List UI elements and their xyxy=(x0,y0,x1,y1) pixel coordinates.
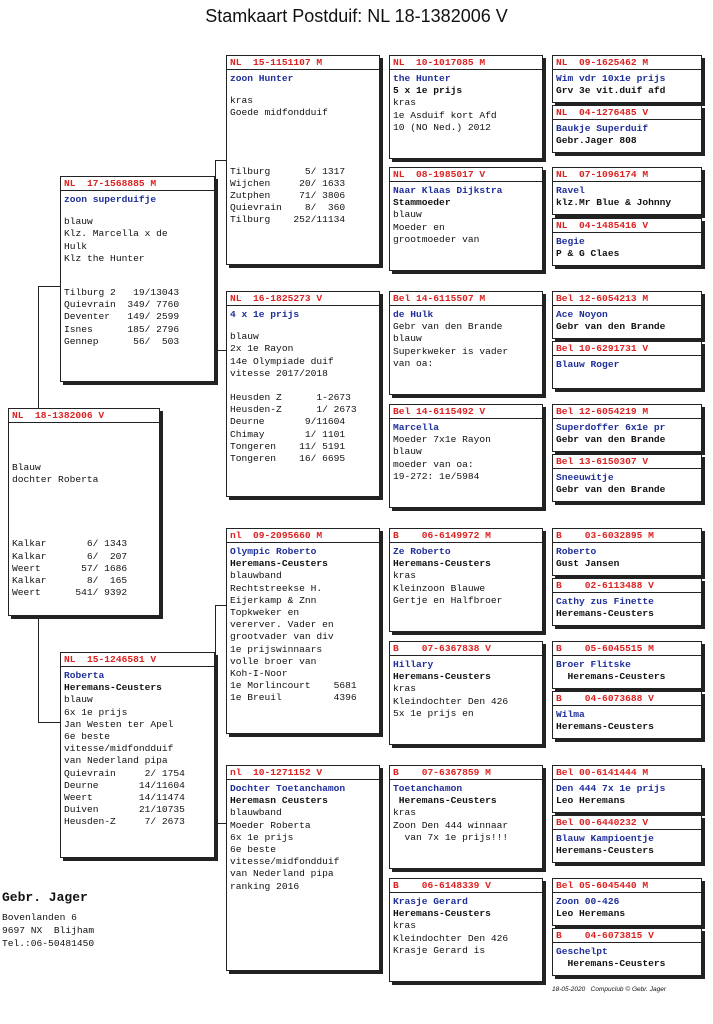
info-line: 6x 1e prijs xyxy=(64,706,128,718)
breeder: Leo Heremans xyxy=(556,795,626,807)
connector-g3-8 xyxy=(545,895,546,945)
result-line: Chimay 1/ 1101 xyxy=(230,428,346,440)
pigeon-name: Wim vdr 10x1e prijs xyxy=(556,73,666,84)
gen4-card[interactable] xyxy=(552,341,702,389)
ring-number: B 06-6149972 M xyxy=(390,529,542,543)
info-line: kras xyxy=(393,807,417,819)
result-line: Heusden-Z 7/ 2673 xyxy=(64,816,185,828)
pigeon-name: Roberta xyxy=(64,670,105,681)
breeder: Heremans-Ceusters xyxy=(393,671,491,683)
result-line: Deurne 14/11604 xyxy=(64,779,185,791)
pigeon-name: Hillary xyxy=(393,659,434,670)
connector-g3-3 xyxy=(545,310,546,364)
info-line: ranking 2016 xyxy=(230,880,300,892)
connector-f xyxy=(38,286,60,287)
info-line: 14e Olympiade duif xyxy=(230,355,334,367)
result-line: Quievrain 349/ 7760 xyxy=(64,299,180,311)
breeder: Heremans-Ceusters xyxy=(556,845,654,857)
gen3-card[interactable] xyxy=(389,404,543,508)
info-line: 2x 1e Rayon xyxy=(230,343,294,355)
info-line: 10 (NO Ned.) 2012 xyxy=(393,121,491,133)
connector-mm xyxy=(215,823,226,824)
breeder: Heremans-Ceusters xyxy=(556,958,666,970)
ring-number: Bel 10-6291731 V xyxy=(553,342,701,356)
gen3-card[interactable] xyxy=(389,641,543,745)
info-line: kras xyxy=(393,920,417,932)
info-line: vitesse/midfondduif xyxy=(230,856,340,868)
breeder: Gebr van den Brande xyxy=(556,434,666,446)
gen4-card[interactable] xyxy=(552,815,702,863)
result-line: Heusden-Z 1/ 2673 xyxy=(230,404,357,416)
pigeon-name: Sneeuwitje xyxy=(556,472,614,483)
pigeon-name: Naar Klaas Dijkstra xyxy=(393,185,503,196)
fm-card[interactable] xyxy=(226,291,380,497)
pigeon-name: Krasje Gerard xyxy=(393,896,468,907)
connector-fm xyxy=(215,350,226,351)
ring-number: B 07-6367859 M xyxy=(390,766,542,780)
breeder: Heremans-Ceusters xyxy=(556,608,654,620)
info-line: kras xyxy=(393,683,417,695)
result-line: Isnes 185/ 2796 xyxy=(64,323,180,335)
info-line: Gertje en Halfbroer xyxy=(393,594,503,606)
connector-g3-4 xyxy=(545,420,546,474)
pigeon-name: Dochter Toetanchamon xyxy=(230,783,346,794)
ring-number: Bel 12-6054213 M xyxy=(553,292,701,306)
ring-number: Bel 14-6115492 V xyxy=(390,405,542,419)
info-line: blauwband xyxy=(230,807,282,819)
pigeon-name: Ravel xyxy=(556,185,585,196)
result-line: Kalkar 6/ 207 xyxy=(12,550,128,562)
pigeon-name: Geschelpt xyxy=(556,946,608,957)
gen4-card[interactable] xyxy=(552,578,702,626)
gen4-card[interactable] xyxy=(552,878,702,926)
connector-subject-v2 xyxy=(38,610,39,722)
breeder: Gust Jansen xyxy=(556,558,620,570)
gen4-card[interactable] xyxy=(552,928,702,976)
breeder: Heremans-Ceusters xyxy=(393,795,497,807)
info-line: blauw xyxy=(393,333,422,345)
info-line: moeder van oa: xyxy=(393,458,474,470)
connector-g3-7 xyxy=(545,782,546,832)
ring-number: Bel 13-6150307 V xyxy=(553,455,701,469)
info-line: van Nederland pipa xyxy=(64,755,168,767)
info-line: 5x 1e prijs en xyxy=(393,707,474,719)
mother-card[interactable] xyxy=(60,652,215,858)
ring-number: NL 08-1985017 V xyxy=(390,168,542,182)
info-line: Rechtstreekse H. xyxy=(230,582,323,594)
info-line: grootvader van div xyxy=(230,631,334,643)
result-line: Tilburg 252/11134 xyxy=(230,214,346,226)
connector-g3-6 xyxy=(545,658,546,708)
breeder: Heremans-Ceusters xyxy=(64,682,162,694)
breeder: Leo Heremans xyxy=(556,908,626,920)
ring-number: NL 15-1151107 M xyxy=(227,56,379,70)
info-line: Moeder 7x1e Rayon xyxy=(393,434,491,446)
info-line: vitesse 2017/2018 xyxy=(230,367,328,379)
info-line: 6x 1e prijs xyxy=(230,831,294,843)
mm-card[interactable] xyxy=(226,765,380,971)
info-line: kras xyxy=(230,95,254,107)
info-line: Hulk xyxy=(64,240,88,252)
info-line: Klz. Marcella x de xyxy=(64,228,168,240)
connector-mother-v xyxy=(215,605,216,823)
ring-number: NL 07-1096174 M xyxy=(553,168,701,182)
connector-ff xyxy=(215,160,226,161)
description: dochter Roberta xyxy=(12,474,99,486)
breeder: Heremasn Ceusters xyxy=(230,795,328,807)
info-line: vitesse/midfondduif xyxy=(64,743,174,755)
ring-number: NL 15-1246581 V xyxy=(61,653,214,667)
gen4-card[interactable] xyxy=(552,167,702,215)
info-line: Klz the Hunter xyxy=(64,252,145,264)
pigeon-name: 4 x 1e prijs xyxy=(230,309,300,320)
pigeon-name: Ace Noyon xyxy=(556,309,608,320)
connector-father-v xyxy=(215,160,216,350)
ring-number: B 03-6032895 M xyxy=(553,529,701,543)
breeder: 5 x 1e prijs xyxy=(393,85,463,97)
result-line: Duiven 21/10735 xyxy=(64,804,185,816)
pigeon-name: zoon superduifje xyxy=(64,194,157,205)
pigeon-name: Ze Roberto xyxy=(393,546,451,557)
breeder: Heremans-Ceusters xyxy=(556,721,654,733)
info-line: van oa: xyxy=(393,357,434,369)
ring-number: Bel 12-6054219 M xyxy=(553,405,701,419)
pigeon-name: the Hunter xyxy=(393,73,451,84)
pigeon-name: Roberto xyxy=(556,546,597,557)
pigeon-name: Zoon 00-426 xyxy=(556,896,620,907)
info-line: Kleindochter Den 426 xyxy=(393,932,509,944)
ff-card[interactable] xyxy=(226,55,380,265)
ring-number: NL 10-1017085 M xyxy=(390,56,542,70)
connector-g2-1 xyxy=(380,100,381,210)
gen4-card[interactable] xyxy=(552,105,702,153)
result-line: Deventer 149/ 2599 xyxy=(64,311,180,323)
gen3-card[interactable] xyxy=(389,55,543,159)
gen4-card[interactable] xyxy=(552,765,702,813)
subject-card[interactable] xyxy=(8,408,160,616)
breeder: P & G Claes xyxy=(556,248,620,260)
pigeon-name: Den 444 7x 1e prijs xyxy=(556,783,666,794)
color: Blauw xyxy=(12,462,41,473)
ring-number: B 07-6367838 V xyxy=(390,642,542,656)
info-line: Moeder en xyxy=(393,221,445,233)
info-line: blauwband xyxy=(230,570,282,582)
result-line: Tilburg 5/ 1317 xyxy=(230,165,346,177)
footer: 18-05-2020 Compuclub © Gebr. Jager xyxy=(552,986,667,993)
ring-number: NL 16-1825273 V xyxy=(227,292,379,306)
info-line: Jan Westen ter Apel xyxy=(64,718,174,730)
owner-name: Gebr. Jager xyxy=(2,890,88,905)
breeder: Stammoeder xyxy=(393,197,451,209)
info-line: Kleindochter Den 426 xyxy=(393,695,509,707)
connector-g2-3 xyxy=(380,566,381,686)
info-line: Goede midfondduif xyxy=(230,107,328,119)
mf-card[interactable] xyxy=(226,528,380,734)
gen4-card[interactable] xyxy=(552,641,702,689)
gen4-card[interactable] xyxy=(552,528,702,576)
info-line: 1e prijswinnaars xyxy=(230,643,323,655)
result-line: Kalkar 6/ 1343 xyxy=(12,538,128,550)
result-line: Gennep 56/ 503 xyxy=(64,335,180,347)
ring-number: Bel 00-6440232 V xyxy=(553,816,701,830)
breeder: Heremans-Ceusters xyxy=(556,671,666,683)
connector-m xyxy=(38,722,60,723)
pigeon-name: Wilma xyxy=(556,709,585,720)
ring-number: NL 17-1568885 M xyxy=(61,177,214,191)
gen3-card[interactable] xyxy=(389,878,543,982)
info-line: blauw xyxy=(64,694,93,706)
info-line: blauw xyxy=(64,216,93,228)
pigeon-name: Toetanchamon xyxy=(393,783,463,794)
info-line: 6e beste xyxy=(64,731,111,743)
connector-g3-5 xyxy=(545,545,546,595)
info-line: Topkweker en xyxy=(230,607,300,619)
connector-g3-2 xyxy=(545,187,546,239)
ring-number: Bel 05-6045440 M xyxy=(553,879,701,893)
result-line: Tongeren 16/ 6695 xyxy=(230,453,346,465)
connector-mf xyxy=(215,605,226,606)
gen4-card[interactable] xyxy=(552,454,702,502)
ring-number: NL 04-1276485 V xyxy=(553,106,701,120)
pigeon-name: Baukje Superduif xyxy=(556,123,649,134)
pigeon-name: Olympic Roberto xyxy=(230,546,317,557)
owner-city: 9697 NX Blijham xyxy=(2,925,95,936)
result-line: Weert 541/ 9392 xyxy=(12,587,128,599)
pigeon-name: de Hulk xyxy=(393,309,434,320)
connector-subject-v xyxy=(38,286,39,410)
pigeon-name: Blauw Roger xyxy=(556,359,620,370)
info-line: Moeder Roberta xyxy=(230,819,311,831)
pigeon-name: Blauw Kampioentje xyxy=(556,833,654,844)
breeder: Grv 3e vit.duif afd xyxy=(556,85,666,97)
gen4-card[interactable] xyxy=(552,291,702,339)
ring-number: B 05-6045515 M xyxy=(553,642,701,656)
pigeon-name: Begie xyxy=(556,236,585,247)
gen3-card[interactable] xyxy=(389,528,543,632)
info-line: 19-272: 1e/5984 xyxy=(393,470,480,482)
info-line: grootmoeder van xyxy=(393,233,480,245)
father-card[interactable] xyxy=(60,176,215,382)
gen4-card[interactable] xyxy=(552,218,702,266)
info-line: kras xyxy=(393,97,417,109)
result-line: Weert 57/ 1686 xyxy=(12,562,128,574)
result-line: Deurne 9/11604 xyxy=(230,416,346,428)
info-line: Gebr van den Brande xyxy=(393,321,503,333)
gen3-card[interactable] xyxy=(389,291,543,395)
gen4-card[interactable] xyxy=(552,55,702,103)
owner-block xyxy=(2,890,94,950)
ring-number: NL 18-1382006 V xyxy=(9,409,159,423)
info-line: volle broer van xyxy=(230,655,317,667)
pigeon-name: Marcella xyxy=(393,422,440,433)
owner-address: Bovenlanden 6 xyxy=(2,912,77,923)
result-line: 1e Morlincourt 5681 xyxy=(230,680,357,692)
pigeon-name: Broer Flitske xyxy=(556,659,631,670)
info-line: blauw xyxy=(393,446,422,458)
breeder: Heremans-Ceusters xyxy=(393,558,491,570)
info-line: blauw xyxy=(393,209,422,221)
ring-number: B 04-6073815 V xyxy=(553,929,701,943)
ring-number: NL 09-1625462 M xyxy=(553,56,701,70)
ring-number: NL 04-1485416 V xyxy=(553,219,701,233)
info-line: Kleinzoon Blauwe xyxy=(393,582,486,594)
ring-number: B 04-6073688 V xyxy=(553,692,701,706)
info-line: Eijerkamp & Znn xyxy=(230,594,317,606)
pigeon-name: Superdoffer 6x1e pr xyxy=(556,422,666,433)
result-line: Weert 14/11474 xyxy=(64,792,185,804)
info-line: Koh-I-Noor xyxy=(230,668,288,680)
result-line: Heusden Z 1-2673 xyxy=(230,392,351,404)
result-line: 1e Breuil 4396 xyxy=(230,692,357,704)
page-title: Stamkaart Postduif: NL 18-1382006 V xyxy=(205,6,508,26)
result-line: Zutphen 71/ 3806 xyxy=(230,190,346,202)
gen3-card[interactable] xyxy=(389,167,543,271)
owner-phone: Tel.:06-50481450 xyxy=(2,938,95,949)
info-line: Zoon Den 444 winnaar xyxy=(393,819,509,831)
ring-number: nl 09-2095660 M xyxy=(227,529,379,543)
pigeon-name: zoon Hunter xyxy=(230,73,294,84)
info-line: Superkweker is vader xyxy=(393,345,509,357)
info-line: 1e Asduif kort Afd xyxy=(393,109,497,121)
info-line: van 7x 1e prijs!!! xyxy=(393,831,509,843)
info-line: Krasje Gerard is xyxy=(393,944,486,956)
ring-number: Bel 00-6141444 M xyxy=(553,766,701,780)
breeder: Gebr.Jager 808 xyxy=(556,135,637,147)
info-line: blauw xyxy=(230,331,259,343)
result-line: Quievrain 2/ 1754 xyxy=(64,767,185,779)
breeder: Gebr van den Brande xyxy=(556,484,666,496)
result-line: Kalkar 8/ 165 xyxy=(12,575,128,587)
gen3-card[interactable] xyxy=(389,765,543,869)
connector-g2-4 xyxy=(380,800,381,920)
info-line: van Nederland pipa xyxy=(230,868,334,880)
gen4-card[interactable] xyxy=(552,404,702,452)
info-line: vererver. Vader en xyxy=(230,619,334,631)
pigeon-name: Cathy zus Finette xyxy=(556,596,654,607)
connector-g3-1 xyxy=(545,74,546,126)
gen4-card[interactable] xyxy=(552,691,702,739)
ring-number: nl 10-1271152 V xyxy=(227,766,379,780)
connector-g2-2 xyxy=(380,330,381,450)
ring-number: B 02-6113488 V xyxy=(553,579,701,593)
result-line: Tongeren 11/ 5191 xyxy=(230,440,346,452)
breeder: Heremans-Ceusters xyxy=(393,908,491,920)
ring-number: B 06-6148339 V xyxy=(390,879,542,893)
info-line: kras xyxy=(393,570,417,582)
breeder: klz.Mr Blue & Johnny xyxy=(556,197,672,209)
breeder: Heremans-Ceusters xyxy=(230,558,328,570)
result-line: Quievrain 8/ 360 xyxy=(230,202,346,214)
ring-number: Bel 14-6115507 M xyxy=(390,292,542,306)
result-line: Wijchen 20/ 1633 xyxy=(230,177,346,189)
result-line: Tilburg 2 19/13043 xyxy=(64,287,180,299)
breeder: Gebr van den Brande xyxy=(556,321,666,333)
info-line: 6e beste xyxy=(230,844,277,856)
